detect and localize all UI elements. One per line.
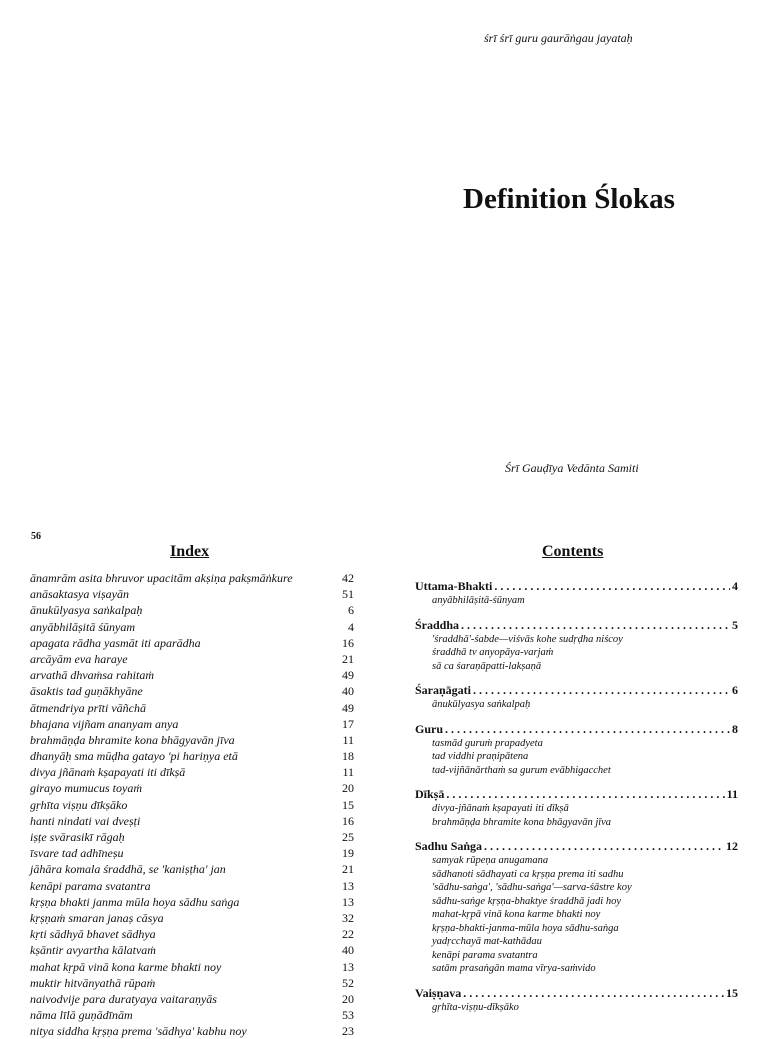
- index-entry-page: 42: [342, 571, 354, 585]
- contents-section-heading: [415, 985, 738, 1001]
- index-entry-text: jāhāra komala śraddhā, se 'kaniṣṭha' jan: [30, 862, 226, 877]
- index-heading: Index: [170, 543, 210, 560]
- index-entry: [30, 732, 354, 748]
- index-entry-page: 13: [342, 894, 354, 909]
- index-entry-text: kenāpi parama svatantra: [30, 878, 151, 893]
- contents-section: [415, 721, 738, 778]
- index-entry: [30, 861, 354, 877]
- index-entry-page: 25: [342, 830, 354, 844]
- contents-subentry: kṛṣṇa-bhakti-janma-mūla hoya sādhu-saṅga: [432, 922, 619, 934]
- section-page: 12: [726, 839, 738, 853]
- dot-leader: [494, 578, 730, 594]
- contents-section-heading: [415, 617, 738, 633]
- section-title: Guru: [415, 721, 444, 736]
- index-entry-page: 11: [342, 765, 354, 780]
- contents-section: [415, 578, 738, 608]
- contents-subentry: yadṛcchayā mat-kathādau: [432, 936, 542, 947]
- contents-section: [415, 682, 738, 712]
- index-entry-page: 17: [342, 716, 354, 731]
- section-title: Uttama-Bhakti: [415, 579, 493, 593]
- index-entry-text: anāsaktasya viṣayān: [30, 587, 129, 602]
- index-entry-text: iṣṭe svārasikī rāgaḥ: [30, 830, 125, 844]
- index-entry-page: 53: [342, 1008, 354, 1023]
- contents-section: [415, 786, 738, 829]
- index-entry-text: naivodvije para duratyaya vaitaraṇyās: [30, 991, 217, 1006]
- contents-section: [415, 617, 738, 674]
- index-entry: [30, 683, 354, 699]
- contents-subentry: ānukūlyasya saṅkalpaḥ: [432, 699, 531, 710]
- index-entry: [30, 764, 354, 780]
- index-entry-page: 13: [342, 959, 354, 974]
- contents-subentry: 'śraddhā'-śabde—viśvās kohe sudṛḍha niścoy: [432, 633, 623, 645]
- index-entry: [30, 894, 354, 910]
- invocation-line: śrī śrī guru gaurāṅgau jayataḥ: [484, 31, 633, 45]
- index-entry-text: nāma līlā guṇādīnām: [30, 1008, 133, 1023]
- index-entry-page: 51: [342, 587, 354, 602]
- contents-section-heading: [415, 682, 738, 698]
- contents-subentry: 'sādhu-saṅga', 'sādhu-saṅga'—sarva-śāstre koy: [432, 882, 632, 893]
- section-title: Dīkṣā: [415, 787, 445, 801]
- index-entry: [30, 602, 354, 618]
- index-entry-page: 19: [342, 846, 354, 861]
- index-entry-text: mahat kṛpā vinā kona karme bhakti noy: [30, 959, 222, 974]
- index-entry: [30, 845, 354, 861]
- index-entry-page: 13: [342, 878, 354, 893]
- index-entry: [30, 975, 354, 991]
- contents-section-heading: [415, 578, 738, 594]
- index-entry-text: dhanyāḥ sma mūḍha gatayo 'pi hariṇya etā: [30, 749, 238, 764]
- index-entry-text: brahmāṇḍa bhramite kona bhāgyavān jīva: [30, 732, 235, 747]
- index-entry: [30, 910, 354, 926]
- index-entry: [30, 1007, 354, 1023]
- contents-subentry: brahmāṇḍa bhramite kona bhāgyavān jīva: [432, 816, 612, 828]
- dot-leader: [484, 838, 724, 854]
- index-entry: [30, 619, 354, 635]
- section-page: 5: [732, 617, 738, 632]
- contents-subentry: divya-jñānaṁ kṣapayati iti dīkṣā: [432, 803, 569, 814]
- index-entry: [30, 878, 354, 894]
- index-entry-text: āsaktis tad guṇākhyāne: [30, 684, 143, 699]
- index-entry-page: 20: [342, 991, 354, 1006]
- index-entry: [30, 829, 354, 845]
- index-entry-text: muktir hitvānyathā rūpaṁ: [30, 975, 156, 990]
- section-title: Śaraṇāgati: [415, 683, 472, 697]
- contents-subentry: anyābhilāṣitā-śūnyam: [432, 595, 525, 606]
- index-entry-page: 21: [342, 862, 354, 877]
- index-entry-page: 22: [342, 927, 354, 942]
- contents-subentry: sādhanoti sādhayati ca kṛṣṇa prema iti sadhu: [432, 868, 624, 880]
- index-entry: [30, 651, 354, 667]
- index-entry-text: ānamrām asita bhruvor upacitām akṣiṇa pakṣmāṅkure: [30, 571, 293, 585]
- section-title: Vaiṣṇava: [415, 985, 462, 1000]
- section-title: Sadhu Saṅga: [415, 839, 483, 853]
- contents-subentry: tasmād guruṁ prapadyeta: [432, 737, 543, 749]
- contents-subentry: tad viddhi praṇipātena: [432, 751, 529, 762]
- index-entry-text: kṛṣṇaṁ smaran janaṣ cāsya: [30, 910, 164, 925]
- index-entry: [30, 780, 354, 796]
- contents-section: [415, 838, 738, 976]
- index-entry-text: divya jñānaṁ kṣapayati iti dīkṣā: [30, 765, 186, 780]
- index-entry: [30, 748, 354, 764]
- index-entry-text: girayo mumucus toyaṁ: [30, 781, 142, 796]
- dot-leader: [461, 617, 730, 633]
- index-entry-text: kṣāntir avyartha kālatvaṁ: [30, 943, 156, 958]
- index-entry: [30, 635, 354, 651]
- index-entry-text: ātmendriya prīti vāñchā: [30, 700, 146, 715]
- index-entry-page: 49: [342, 700, 354, 715]
- index-entry-page: 4: [348, 619, 354, 634]
- index-entry: [30, 570, 354, 586]
- index-entry-text: īsvare tad adhīneṣu: [30, 846, 124, 861]
- index-entry-text: kṛti sādhyā bhavet sādhya: [30, 927, 156, 942]
- contents-subentry: tad-vijñānārthaṁ sa gurum evābhigacchet: [432, 764, 611, 776]
- index-entry-page: 49: [342, 668, 354, 683]
- dot-leader: [446, 786, 724, 802]
- contents-list: [415, 578, 738, 1023]
- contents-subentry: mahat-kṛpā vinā kona karme bhakti noy: [432, 909, 601, 920]
- contents-subentry: gṛhīta-viṣṇu-dīkṣāko: [432, 1001, 519, 1013]
- index-entry-text: kṛṣṇa bhakti janma mūla hoya sādhu saṅga: [30, 894, 240, 909]
- index-entry-page: 52: [342, 975, 354, 990]
- index-entry: [30, 1023, 354, 1039]
- dot-leader: [473, 682, 730, 698]
- index-entry-text: bhajana vijñam ananyam anya: [30, 716, 179, 731]
- index-entry-page: 15: [342, 797, 354, 812]
- index-entry-text: gṛhīta viṣṇu dīkṣāko: [30, 797, 128, 812]
- index-entry-page: 16: [342, 635, 354, 650]
- index-entry: [30, 586, 354, 602]
- index-entry-page: 18: [342, 749, 354, 764]
- index-entry-page: 40: [342, 943, 354, 958]
- index-entry: [30, 942, 354, 958]
- dot-leader: [445, 721, 730, 737]
- index-entry: [30, 926, 354, 942]
- index-entry-page: 23: [342, 1024, 354, 1039]
- contents-heading: Contents: [542, 543, 604, 560]
- section-page: 15: [726, 985, 738, 1000]
- index-entry-text: apagata rādha yasmāt iti aparādha: [30, 635, 201, 650]
- contents-subentry: samyak rūpeṇa anugamana: [432, 855, 549, 866]
- index-entry-page: 20: [342, 781, 354, 796]
- book-title: Definition Ślokas: [463, 183, 675, 215]
- contents-section-heading: [415, 721, 738, 737]
- page-number: 56: [31, 531, 41, 542]
- index-entry: [30, 716, 354, 732]
- index-entry: [30, 991, 354, 1007]
- section-page: 6: [732, 683, 738, 697]
- index-list: [30, 570, 354, 1039]
- index-entry-page: 16: [342, 813, 354, 828]
- index-entry-page: 6: [348, 603, 354, 618]
- index-entry-text: arvathā dhvaṁsa rahitaṁ: [30, 668, 154, 683]
- index-entry-page: 32: [342, 910, 354, 925]
- index-entry-text: ānukūlyasya saṅkalpaḥ: [30, 603, 143, 618]
- dot-leader: [463, 985, 724, 1001]
- index-entry-page: 11: [342, 732, 354, 747]
- contents-subentry: satām prasaṅgān mama vīrya-saṁvido: [432, 963, 596, 974]
- index-entry: [30, 797, 354, 813]
- contents-section: [415, 985, 738, 1015]
- section-title: Śraddha: [415, 617, 460, 632]
- index-entry: [30, 959, 354, 975]
- contents-section-heading: [415, 786, 738, 802]
- index-entry-text: anyābhilāṣitā śūnyam: [30, 619, 135, 634]
- index-entry: [30, 813, 354, 829]
- contents-section-heading: [415, 838, 738, 854]
- contents-subentry: sā ca śaraṇāpatti-lakṣaṇā: [432, 660, 542, 672]
- index-entry-text: hanti nindati vai dveṣṭi: [30, 813, 141, 828]
- cover-page: [0, 0, 768, 512]
- contents-subentry: śraddhā tv anyopāya-varjaṁ: [432, 647, 554, 658]
- section-page: 11: [726, 787, 738, 801]
- index-entry-text: arcāyām eva haraye: [30, 651, 128, 666]
- index-entry: [30, 700, 354, 716]
- publisher-name: Śrī Gauḍīya Vedānta Samiti: [505, 461, 639, 475]
- index-entry-page: 21: [342, 651, 354, 666]
- contents-subentry: kenāpi parama svatantra: [432, 949, 538, 961]
- contents-subentry: sādhu-saṅge kṛṣṇa-bhaktye śraddhā jadi hoy: [432, 895, 621, 907]
- index-entry-page: 40: [342, 684, 354, 699]
- section-page: 8: [732, 721, 738, 736]
- index-entry: [30, 667, 354, 683]
- index-entry-text: nitya siddha kṛṣṇa prema 'sādhya' kabhu noy: [30, 1024, 247, 1039]
- section-page: 4: [732, 579, 738, 593]
